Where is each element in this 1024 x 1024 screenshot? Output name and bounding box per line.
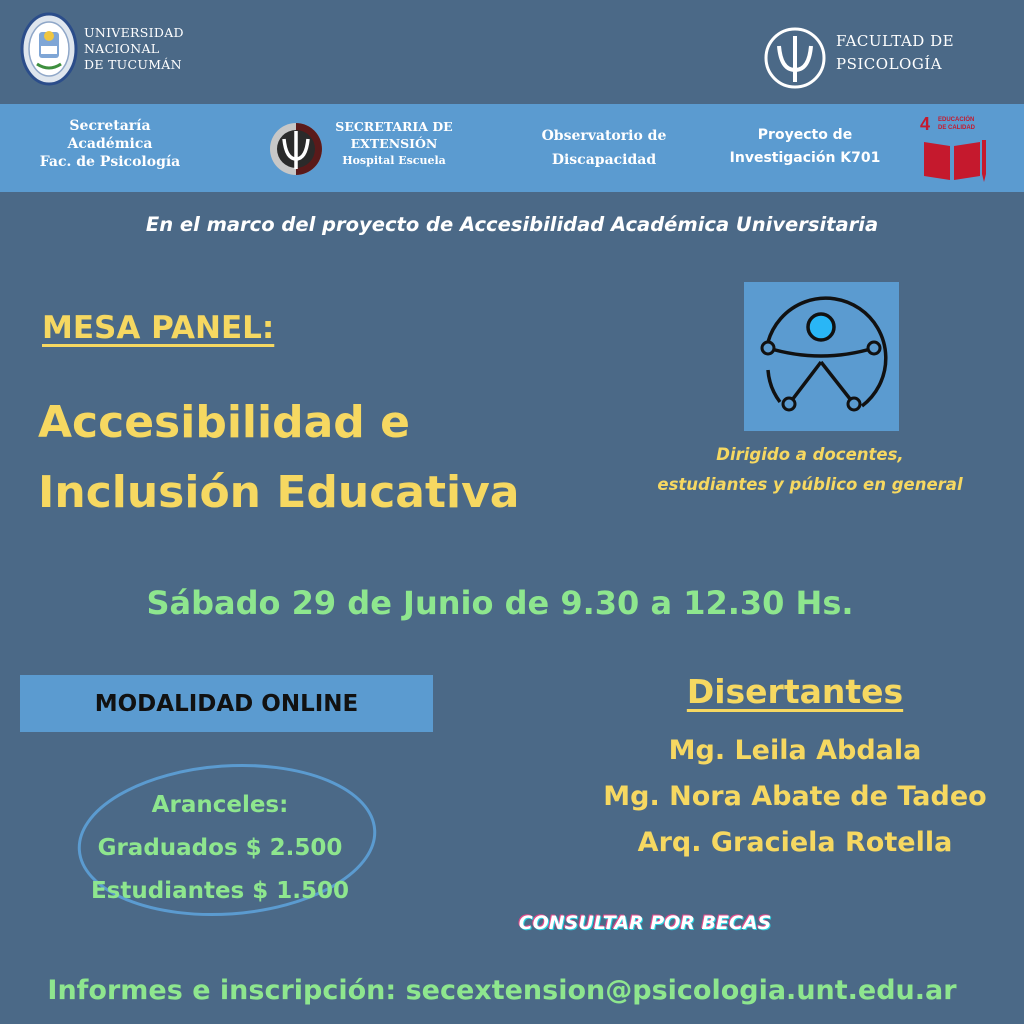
modality-badge: MODALIDAD ONLINE xyxy=(20,675,433,732)
speakers-list xyxy=(560,728,1024,866)
sdg-label-1: EDUCACIÓN xyxy=(938,117,975,123)
event-title: Accesibilidad e Inclusión Educativa xyxy=(38,397,520,518)
unt-seal-logo xyxy=(20,12,78,86)
secretaria-extension: SECRETARIA DE EXTENSIÓN Hospital Escuela xyxy=(335,119,453,167)
secretaria-academica: Secretaría Académica Fac. de Psicología xyxy=(39,118,181,170)
extension-psi-logo xyxy=(266,121,326,177)
sdg-number: 4 xyxy=(920,114,931,134)
university-name: UNIVERSIDAD NACIONAL DE TUCUMÁN xyxy=(84,25,184,72)
proyecto-investigacion: Proyecto de Investigación K701 xyxy=(729,127,881,166)
project-context: En el marco del proyecto de Accesibilidad Académica Universitaria xyxy=(145,213,879,236)
speakers-title: Disertantes xyxy=(686,672,904,711)
psi-logo xyxy=(763,26,827,90)
speaker-name: Mg. Nora Abate de Tadeo xyxy=(603,781,987,812)
event-date: Sábado 29 de Junio de 9.30 a 12.30 Hs. xyxy=(146,584,854,622)
accessibility-icon xyxy=(744,282,899,431)
target-audience: Dirigido a docentes, estudiantes y público en general xyxy=(657,445,963,494)
mesa-panel-label: MESA PANEL: xyxy=(42,310,275,346)
sdg4-education-icon xyxy=(920,112,988,184)
speaker-name: Mg. Leila Abdala xyxy=(668,735,922,766)
faculty-name: FACULTAD DE PSICOLOGÍA xyxy=(836,32,955,73)
sdg-label-2: DE CALIDAD xyxy=(938,125,975,131)
speaker-name: Arq. Graciela Rotella xyxy=(637,827,953,858)
observatorio-discapacidad: Observatorio de Discapacidad xyxy=(541,128,667,168)
scholarships-note: CONSULTAR POR BECAS xyxy=(518,912,772,934)
contact-info: Informes e inscripción: secextension@psicologia.unt.edu.ar xyxy=(47,975,957,1006)
fees: Aranceles: Graduados $ 2.500 Estudiantes $ 1.500 xyxy=(90,792,350,904)
